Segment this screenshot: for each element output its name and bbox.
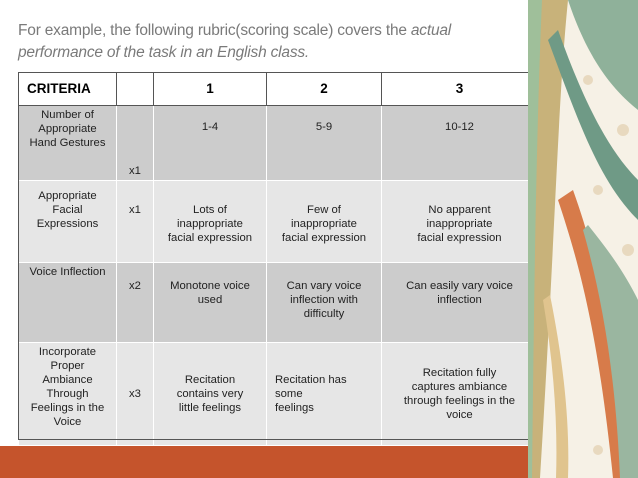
heading-italic-actual: actual [410, 22, 452, 39]
accent-bar [0, 446, 545, 478]
criteria-cell: Appropriate Facial Expressions [19, 181, 117, 263]
table-row [19, 263, 538, 343]
multiplier-cell: x1 [117, 106, 154, 181]
table-row [19, 181, 538, 263]
rubric-table [18, 72, 538, 446]
header-multiplier [117, 73, 154, 106]
slide-heading [18, 20, 518, 64]
score-3-cell: Can easily vary voice inflection [382, 263, 538, 343]
heading-italic-line2: performance of the task in an English class. [18, 44, 310, 61]
criteria-cell: Number of Appropriate Hand Gestures [19, 106, 117, 181]
criteria-cell: Voice Inflection [19, 263, 117, 343]
multiplier-cell: x3 [117, 343, 154, 446]
multiplier-cell: x1 [117, 181, 154, 263]
score-2-cell: Few of inappropriate facial expression [267, 181, 382, 263]
score-2-cell: Recitation has some feelings [267, 343, 382, 446]
table-header-row [19, 73, 538, 106]
score-2-cell: 5-9 [267, 106, 382, 181]
table-row [19, 343, 538, 446]
score-1-cell: Recitation contains very little feelings [154, 343, 267, 446]
header-score-1: 1 [154, 73, 267, 106]
decorative-leaves-graphic [528, 0, 638, 478]
criteria-cell: Incorporate Proper Ambiance Through Feelings in the Voice [19, 343, 117, 446]
header-score-3: 3 [382, 73, 538, 106]
multiplier-cell: x2 [117, 263, 154, 343]
score-1-cell: Lots of inappropriate facial expression [154, 181, 267, 263]
table-row [19, 106, 538, 181]
score-1-cell: 1-4 [154, 106, 267, 181]
score-3-cell: No apparent inappropriate facial expression [382, 181, 538, 263]
score-2-cell: Can vary voice inflection with difficulty [267, 263, 382, 343]
score-3-cell: 10-12 [382, 106, 538, 181]
score-3-cell: Recitation fully captures ambiance through feelings in the voice [382, 343, 538, 446]
heading-text: For example, the following rubric(scoring scale) covers the [18, 22, 411, 39]
header-score-2: 2 [267, 73, 382, 106]
score-1-cell: Monotone voice used [154, 263, 267, 343]
header-criteria: CRITERIA [19, 73, 117, 106]
